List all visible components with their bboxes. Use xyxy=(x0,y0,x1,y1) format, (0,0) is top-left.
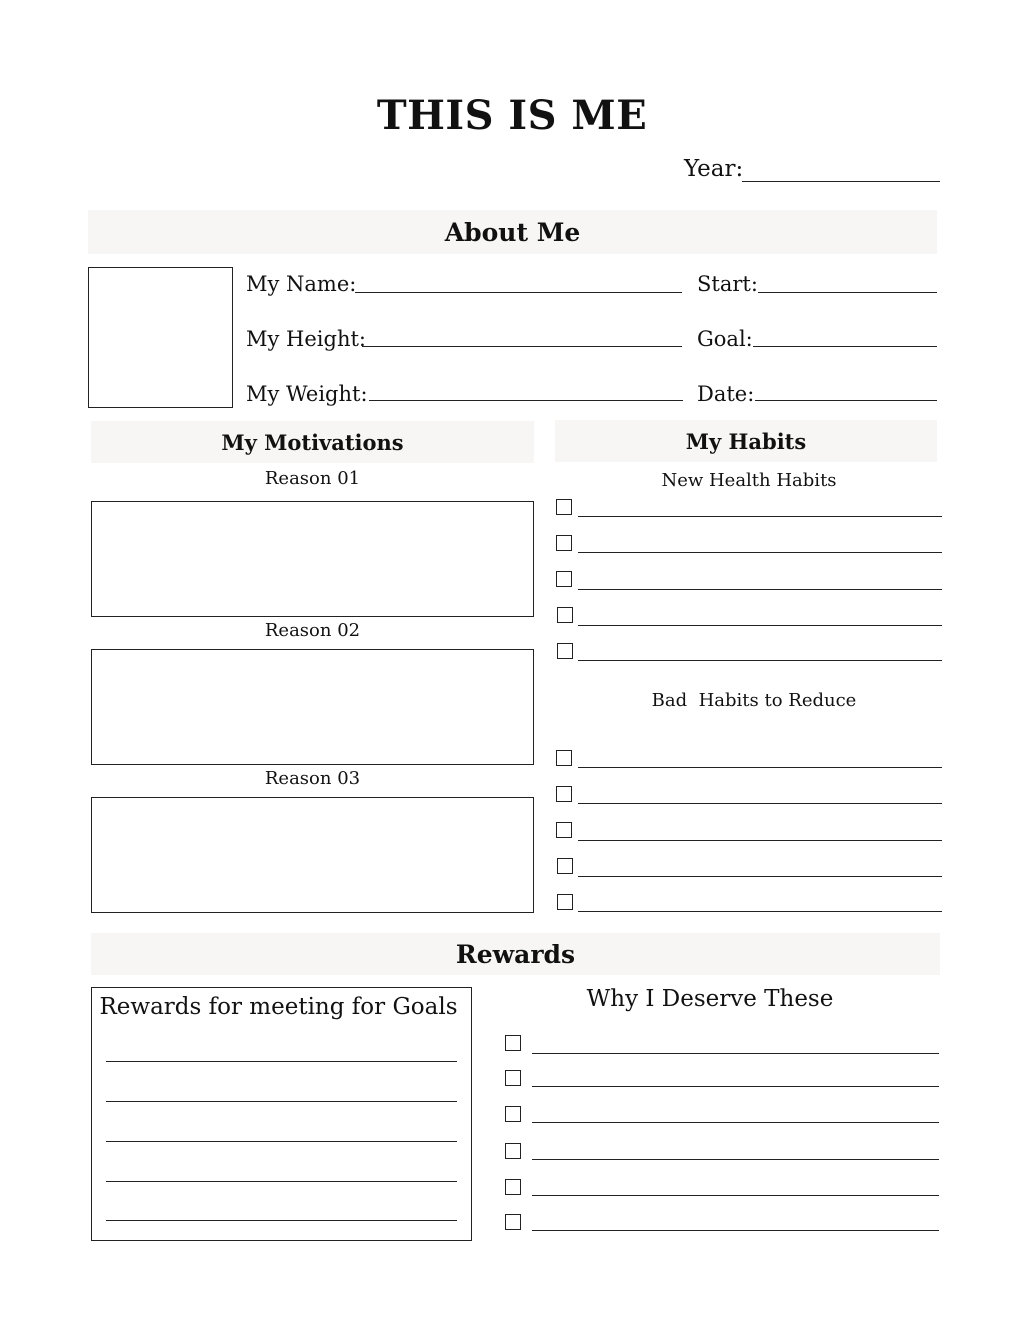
my-name-label: My Name: xyxy=(246,272,357,296)
rewards-header xyxy=(91,933,940,975)
new-habit-checkbox[interactable] xyxy=(557,643,573,659)
reason-01-label: Reason 01 xyxy=(264,468,361,489)
bad-habit-line[interactable] xyxy=(578,803,942,804)
motivations-header xyxy=(91,421,534,463)
bad-habit-checkbox[interactable] xyxy=(557,894,573,910)
reason-02-label: Reason 02 xyxy=(264,620,361,641)
my-height-label: My Height: xyxy=(246,327,366,351)
new-habit-line[interactable] xyxy=(578,589,942,590)
bad-habit-line[interactable] xyxy=(578,767,942,768)
why-checkbox[interactable] xyxy=(505,1214,521,1230)
new-habit-checkbox[interactable] xyxy=(556,535,572,551)
about-me-heading: About Me xyxy=(444,217,581,247)
reason-02-box[interactable] xyxy=(91,649,534,765)
bad-habit-checkbox[interactable] xyxy=(556,786,572,802)
my-weight-line[interactable] xyxy=(369,400,683,401)
why-checkbox[interactable] xyxy=(505,1143,521,1159)
about-me-header xyxy=(88,210,937,254)
rewards-heading: Rewards xyxy=(455,939,576,969)
year-label: Year: xyxy=(684,156,744,182)
new-habit-line[interactable] xyxy=(578,552,942,553)
page-title: THIS IS ME xyxy=(376,92,648,139)
bad-habit-checkbox[interactable] xyxy=(557,858,573,874)
date-label: Date: xyxy=(697,382,755,406)
why-line[interactable] xyxy=(532,1053,939,1054)
reward-line[interactable] xyxy=(106,1181,457,1182)
new-habit-checkbox[interactable] xyxy=(556,499,572,515)
habits-header xyxy=(555,420,937,462)
new-habit-line[interactable] xyxy=(578,660,942,661)
date-line[interactable] xyxy=(755,400,937,401)
photo-box[interactable] xyxy=(88,267,233,408)
my-height-line[interactable] xyxy=(362,346,682,347)
year-line[interactable] xyxy=(742,181,940,182)
start-label: Start: xyxy=(697,272,758,296)
reason-01-box[interactable] xyxy=(91,501,534,617)
bad-habit-line[interactable] xyxy=(578,876,942,877)
why-checkbox[interactable] xyxy=(505,1106,521,1122)
reward-line[interactable] xyxy=(106,1141,457,1142)
bad-habit-checkbox[interactable] xyxy=(556,822,572,838)
bad-habits-label: Bad Habits to Reduce xyxy=(651,690,857,711)
new-habit-line[interactable] xyxy=(578,625,942,626)
bad-habit-line[interactable] xyxy=(578,840,942,841)
bad-habit-line[interactable] xyxy=(578,911,942,912)
why-line[interactable] xyxy=(532,1159,939,1160)
reason-03-label: Reason 03 xyxy=(264,768,361,789)
new-habits-label: New Health Habits xyxy=(661,470,837,491)
start-line[interactable] xyxy=(758,292,937,293)
why-line[interactable] xyxy=(532,1086,939,1087)
why-checkbox[interactable] xyxy=(505,1179,521,1195)
why-checkbox[interactable] xyxy=(505,1070,521,1086)
rewards-box-title: Rewards for meeting for Goals xyxy=(99,994,458,1020)
habits-heading: My Habits xyxy=(685,428,807,454)
reason-03-box[interactable] xyxy=(91,797,534,913)
rewards-box xyxy=(91,987,472,1241)
reward-line[interactable] xyxy=(106,1220,457,1221)
why-line[interactable] xyxy=(532,1122,939,1123)
my-name-line[interactable] xyxy=(355,292,682,293)
why-checkbox[interactable] xyxy=(505,1035,521,1051)
my-weight-label: My Weight: xyxy=(246,382,368,406)
why-line[interactable] xyxy=(532,1230,939,1231)
why-deserve-title: Why I Deserve These xyxy=(586,986,834,1012)
reward-line[interactable] xyxy=(106,1101,457,1102)
new-habit-line[interactable] xyxy=(578,516,942,517)
why-line[interactable] xyxy=(532,1195,939,1196)
new-habit-checkbox[interactable] xyxy=(556,571,572,587)
bad-habit-checkbox[interactable] xyxy=(556,750,572,766)
goal-label: Goal: xyxy=(697,327,753,351)
goal-line[interactable] xyxy=(753,346,937,347)
new-habit-checkbox[interactable] xyxy=(557,607,573,623)
motivations-heading: My Motivations xyxy=(221,429,404,455)
reward-line[interactable] xyxy=(106,1061,457,1062)
